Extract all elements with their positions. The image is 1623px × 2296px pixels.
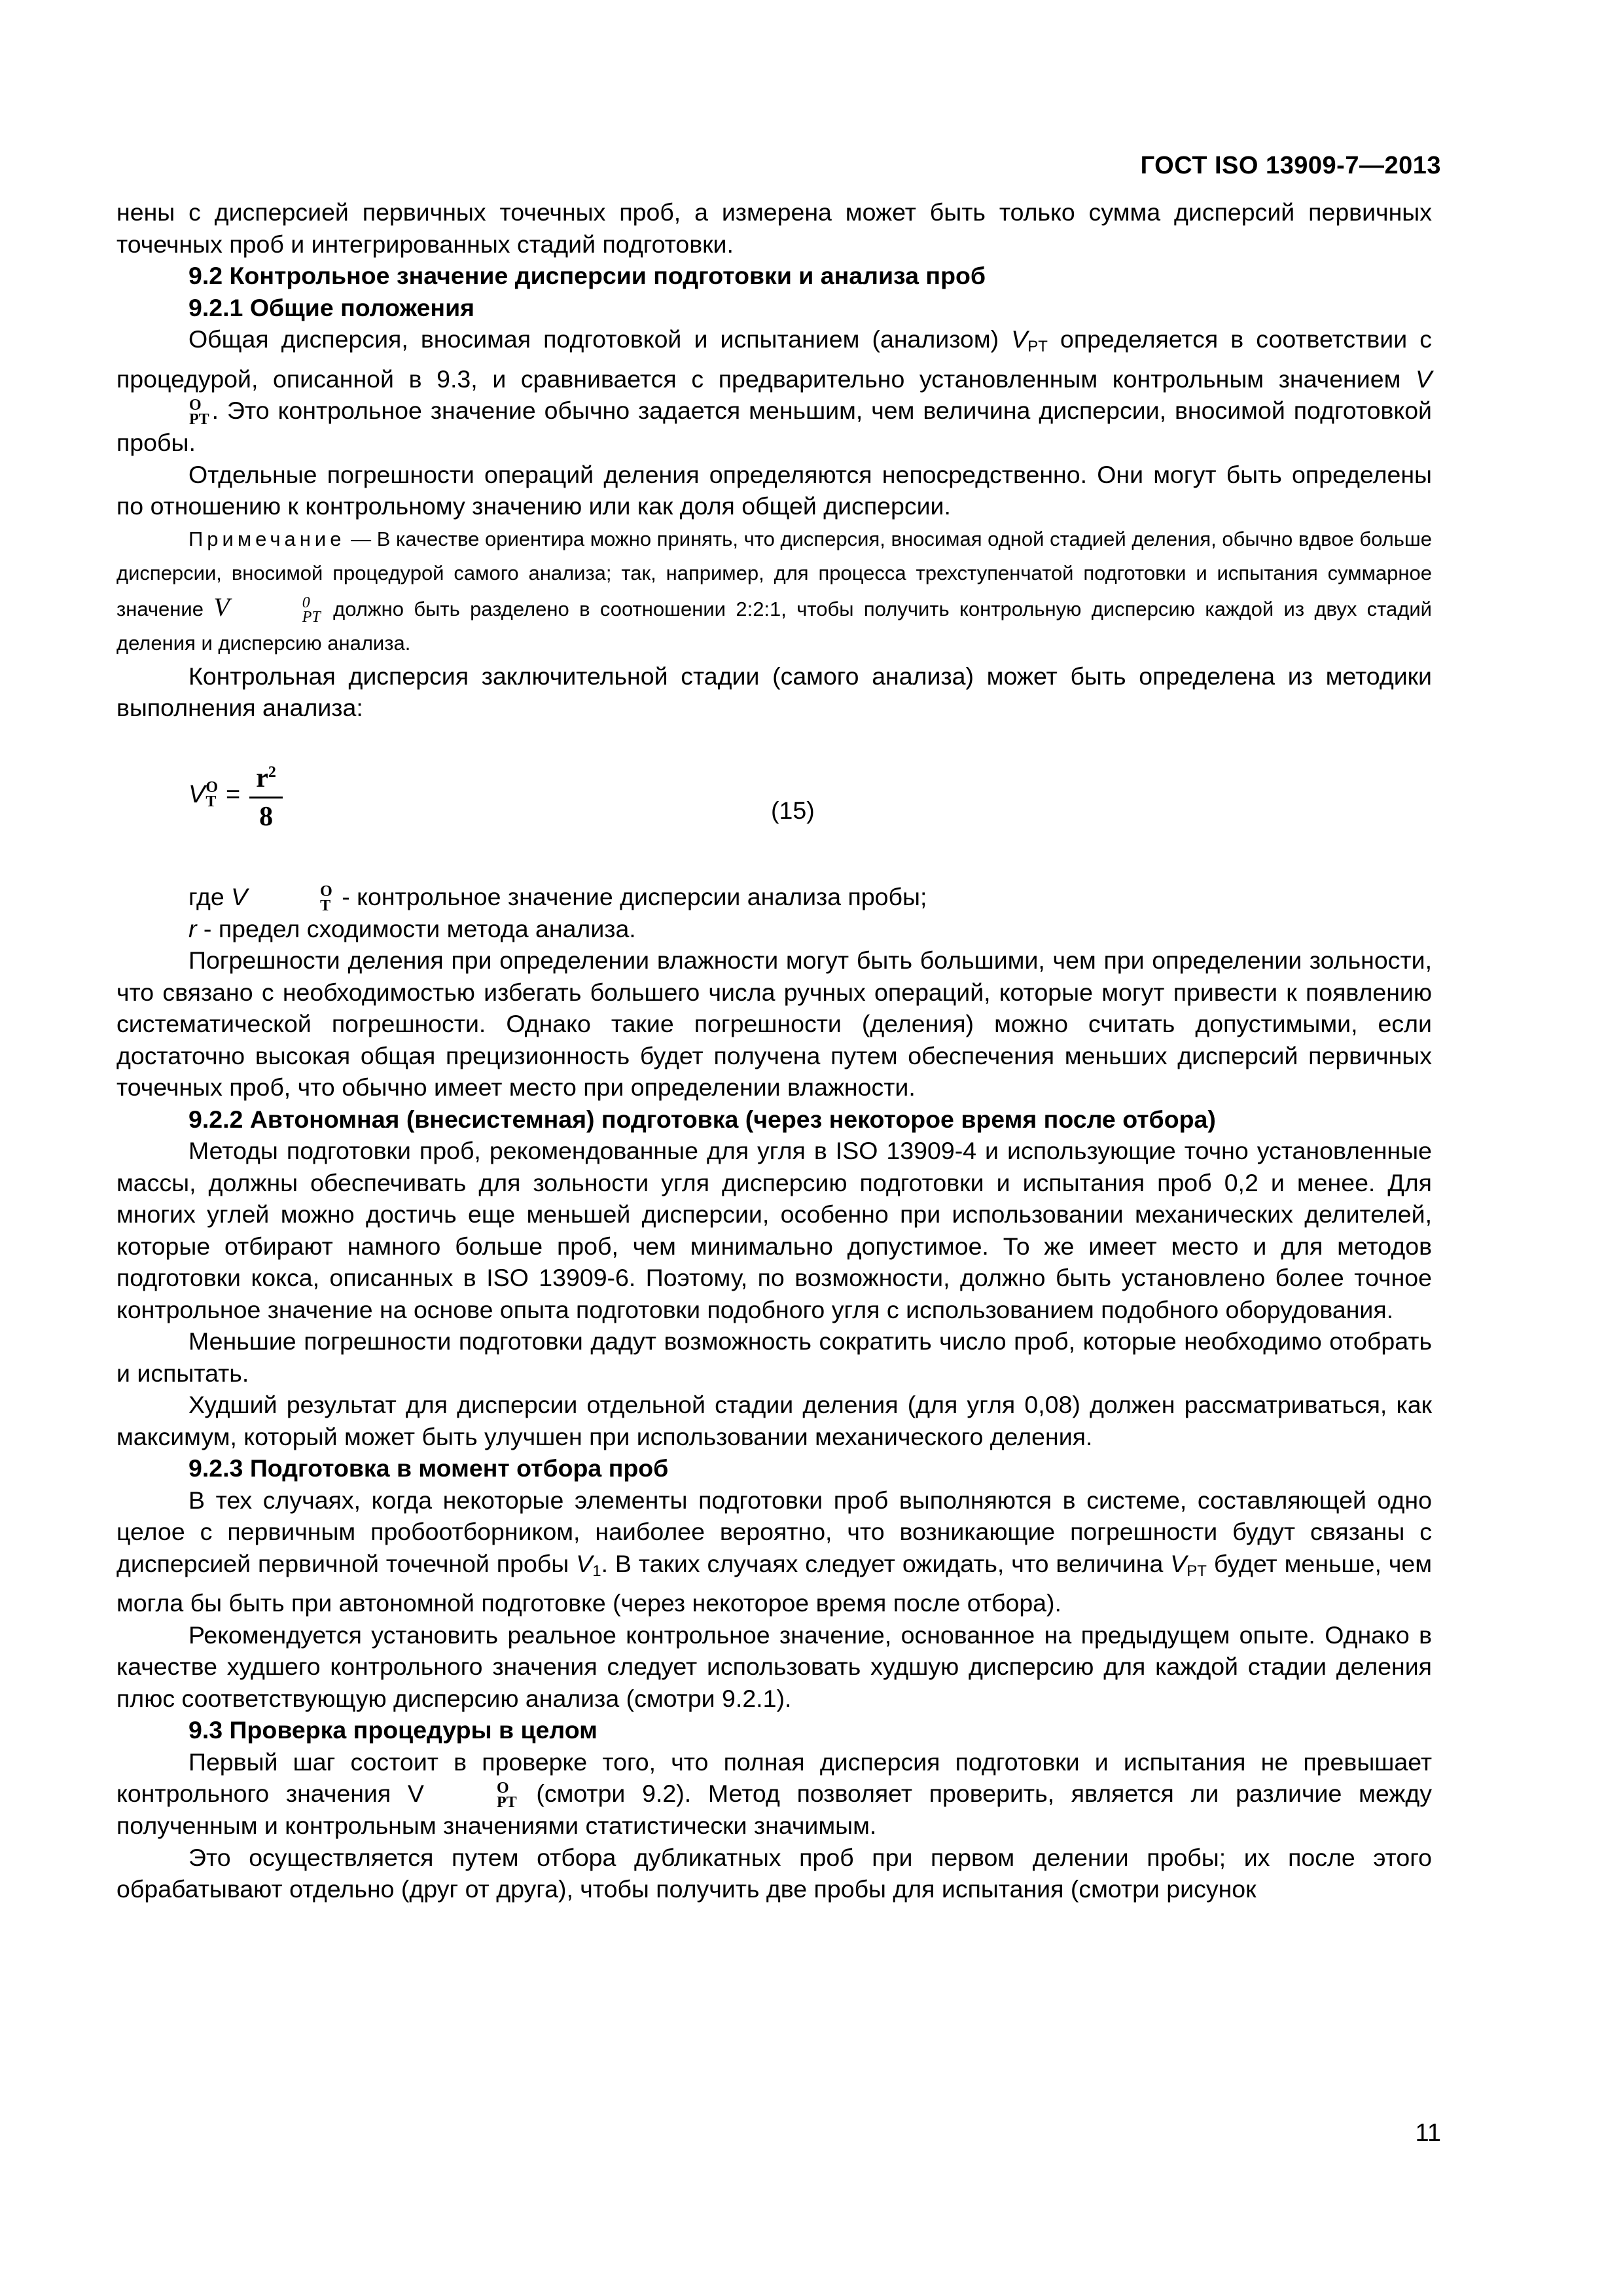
paragraph-where xyxy=(116,881,1432,913)
text-run: (смотри 9.2). Метод позволяет проверить, является ли различие между полученным и контрольным значениями статистически значимым. xyxy=(116,1780,1432,1840)
numerator-r: r xyxy=(256,762,268,793)
fraction-numerator xyxy=(249,757,283,799)
symbol-v: V xyxy=(407,1780,424,1808)
paragraph-division-errors: Отдельные погрешности операций деления определяются непосредственно. Они могут быть определены по отношению к контрольному значению или как доля общей дисперсии. xyxy=(116,460,1432,520)
numerator-exponent: 2 xyxy=(268,763,276,781)
subscript-1: 1 xyxy=(592,1562,601,1580)
sup-sub-o-t xyxy=(248,884,332,913)
sup-sub-o-t xyxy=(205,780,218,809)
note-label: Примечание xyxy=(188,527,346,550)
paragraph-moisture-errors: Погрешности деления при определении влажности могут быть большими, чем при определении зольности, что связано с необходимостью избегать большего числа ручных операций, которые могут привести к появлению систематической погрешности. Однако такие погрешности (деления) можно считать допустимыми, если достаточно высокая общая прецизионность будет получена путем обеспечения меньших дисперсий первичных точечных проб, что обычно имеет место при определении влажности. xyxy=(116,946,1432,1102)
subscript-t: T xyxy=(320,897,331,914)
subscript-pt: PT xyxy=(189,411,209,429)
subscript-t: T xyxy=(205,793,217,811)
sup-sub-o-pt xyxy=(117,398,209,427)
symbol-r: r xyxy=(188,914,197,942)
paragraph-general-variance xyxy=(116,323,1432,459)
symbol-v: V xyxy=(1415,365,1432,393)
text-run: будет меньше, чем могла бы быть при автономной подготовке (через некоторое время после отбора). xyxy=(116,1549,1432,1617)
text-run: должно быть разделено в соотношении 2:2:1, чтобы получить контрольную дисперсию каждой из двух стадий деления и дисперсию анализа. xyxy=(116,597,1432,655)
formula-15 xyxy=(116,744,1432,874)
paragraph-lower-errors: Меньшие погрешности подготовки дадут возможность сократить число проб, которые необходимо отобрать и испытать. xyxy=(116,1327,1432,1387)
text-run: — В качестве ориентира можно принять, что дисперсия, вносимая одной стадией деления, обычно вдвое больше дисперсии, вносимой процедурой самого анализа; так, например, для процесса трехступенчатой подготовки и испытания суммарное значение xyxy=(116,527,1432,620)
paragraph-continuation: нены с дисперсией первичных точечных проб, а измерена может быть только сумма дисперсий первичных точечных проб и интегрированных стадий подготовки. xyxy=(116,198,1432,258)
paragraph-recommendation: Рекомендуется установить реальное контрольное значение, основанное на предыдущем опыте. Однако в качестве худшего контрольного значения следует использовать худшую дисперсию для каждой стадии деления плюс соответствующую дисперсию анализа (смотри 9.2.1). xyxy=(116,1621,1432,1712)
superscript-o: O xyxy=(189,397,202,414)
symbol-v: V xyxy=(231,882,248,910)
section-heading-9-3: 9.3 Проверка процедуры в целом xyxy=(188,1716,597,1744)
subscript-pt: PT xyxy=(1186,1562,1207,1580)
paragraph-r-definition xyxy=(116,913,1432,945)
superscript-o: O xyxy=(205,779,219,797)
fraction-denominator: 8 xyxy=(259,802,274,833)
note-block xyxy=(116,522,1432,660)
text-run: определяется в соответствии с процедурой, описанной в 9.3, и сравнивается с предварительно установленным контрольным значением xyxy=(116,325,1432,393)
symbol-v: V xyxy=(1170,1549,1187,1577)
text-run: . Это контрольное значение обычно задается меньшим, чем величина дисперсии, вносимой подготовкой пробы. xyxy=(116,397,1432,457)
text-run: - контрольное значение дисперсии анализа пробы; xyxy=(334,882,927,910)
paragraph-duplicate-samples: Это осуществляется путем отбора дубликатных проб при первом делении пробы; их после этого обрабатывают отдельно (друг от друга), чтобы получить две пробы для испытания (смотри рисунок xyxy=(116,1843,1432,1903)
paragraph-online-preparation xyxy=(116,1484,1432,1619)
document-body xyxy=(116,196,1432,1905)
text-run: Первый шаг состоит в проверке того, что полная дисперсия подготовки и испытания не превышает контрольного значения xyxy=(116,1748,1432,1808)
paragraph-first-step xyxy=(116,1746,1432,1842)
subscript-pt: PT xyxy=(302,609,321,626)
paragraph-control-dispersion: Контрольная дисперсия заключительной стадии (самого анализа) может быть определена из методики выполнения анализа: xyxy=(116,662,1432,722)
sup-sub-0-pt xyxy=(230,596,321,624)
equation-number: (15) xyxy=(771,796,815,824)
text-run: где xyxy=(188,882,232,910)
section-heading-9-2-2: 9.2.2 Автономная (внесистемная) подготовка (через некоторое время после отбора) xyxy=(188,1105,1216,1133)
fraction xyxy=(249,757,283,833)
subscript-pt: PT xyxy=(1027,338,1048,355)
text-run: - предел сходимости метода анализа. xyxy=(196,914,636,942)
page-number: 11 xyxy=(1415,2119,1441,2147)
symbol-v: V xyxy=(213,592,230,622)
document-header: ГОСТ ISO 13909-7—2013 xyxy=(1140,152,1441,179)
text-run: В тех случаях, когда некоторые элементы подготовки проб выполняются в системе, составляющей одно целое с первичным пробоотборником, наиболее вероятно, что возникающие погрешности будут связаны с дисперсией первичной точечной пробы xyxy=(116,1486,1432,1577)
superscript-o: O xyxy=(320,882,332,900)
text-run: . В таких случаях следует ожидать, что величина xyxy=(601,1549,1171,1577)
formula-expression xyxy=(188,757,283,833)
section-heading-9-2-1: 9.2.1 Общие положения xyxy=(188,293,475,321)
section-heading-9-2-3: 9.2.3 Подготовка в момент отбора проб xyxy=(188,1454,669,1482)
superscript-0: 0 xyxy=(302,594,310,612)
paragraph-methods: Методы подготовки проб, рекомендованные для угля в ISO 13909-4 и использующие точно установленные массы, должны обеспечивать для зольности угля дисперсию подготовки и испытания проб 0,2 и менее. Для многих углей можно достичь еще меньшей дисперсии, особенно при использовании механических делителей, которые отбирают намного больше проб, чем минимально допустимое. То же имеет место и для методов подготовки кокса, описанных в ISO 13909-6. Поэтому, по возможности, должно быть установлено более точное контрольное значение на основе опыта подготовки подобного угля с использованием подобного оборудования. xyxy=(116,1137,1432,1323)
sup-sub-o-pt xyxy=(425,1781,517,1810)
section-heading-9-2: 9.2 Контрольное значение дисперсии подготовки и анализа проб xyxy=(188,262,986,289)
equals-sign: = xyxy=(226,780,241,808)
subscript-pt: PT xyxy=(496,1794,517,1812)
symbol-v: V xyxy=(576,1549,593,1577)
paragraph-worst-result: Худший результат для дисперсии отдельной стадии деления (для угля 0,08) должен рассматриваться, как максимум, который может быть улучшен при использовании механического деления. xyxy=(116,1391,1432,1450)
text-run: Общая дисперсия, вносимая подготовкой и испытанием (анализом) xyxy=(188,325,1012,353)
formula-lhs-v: V xyxy=(188,780,205,808)
superscript-o: O xyxy=(496,1780,509,1797)
symbol-v: V xyxy=(1011,325,1028,353)
